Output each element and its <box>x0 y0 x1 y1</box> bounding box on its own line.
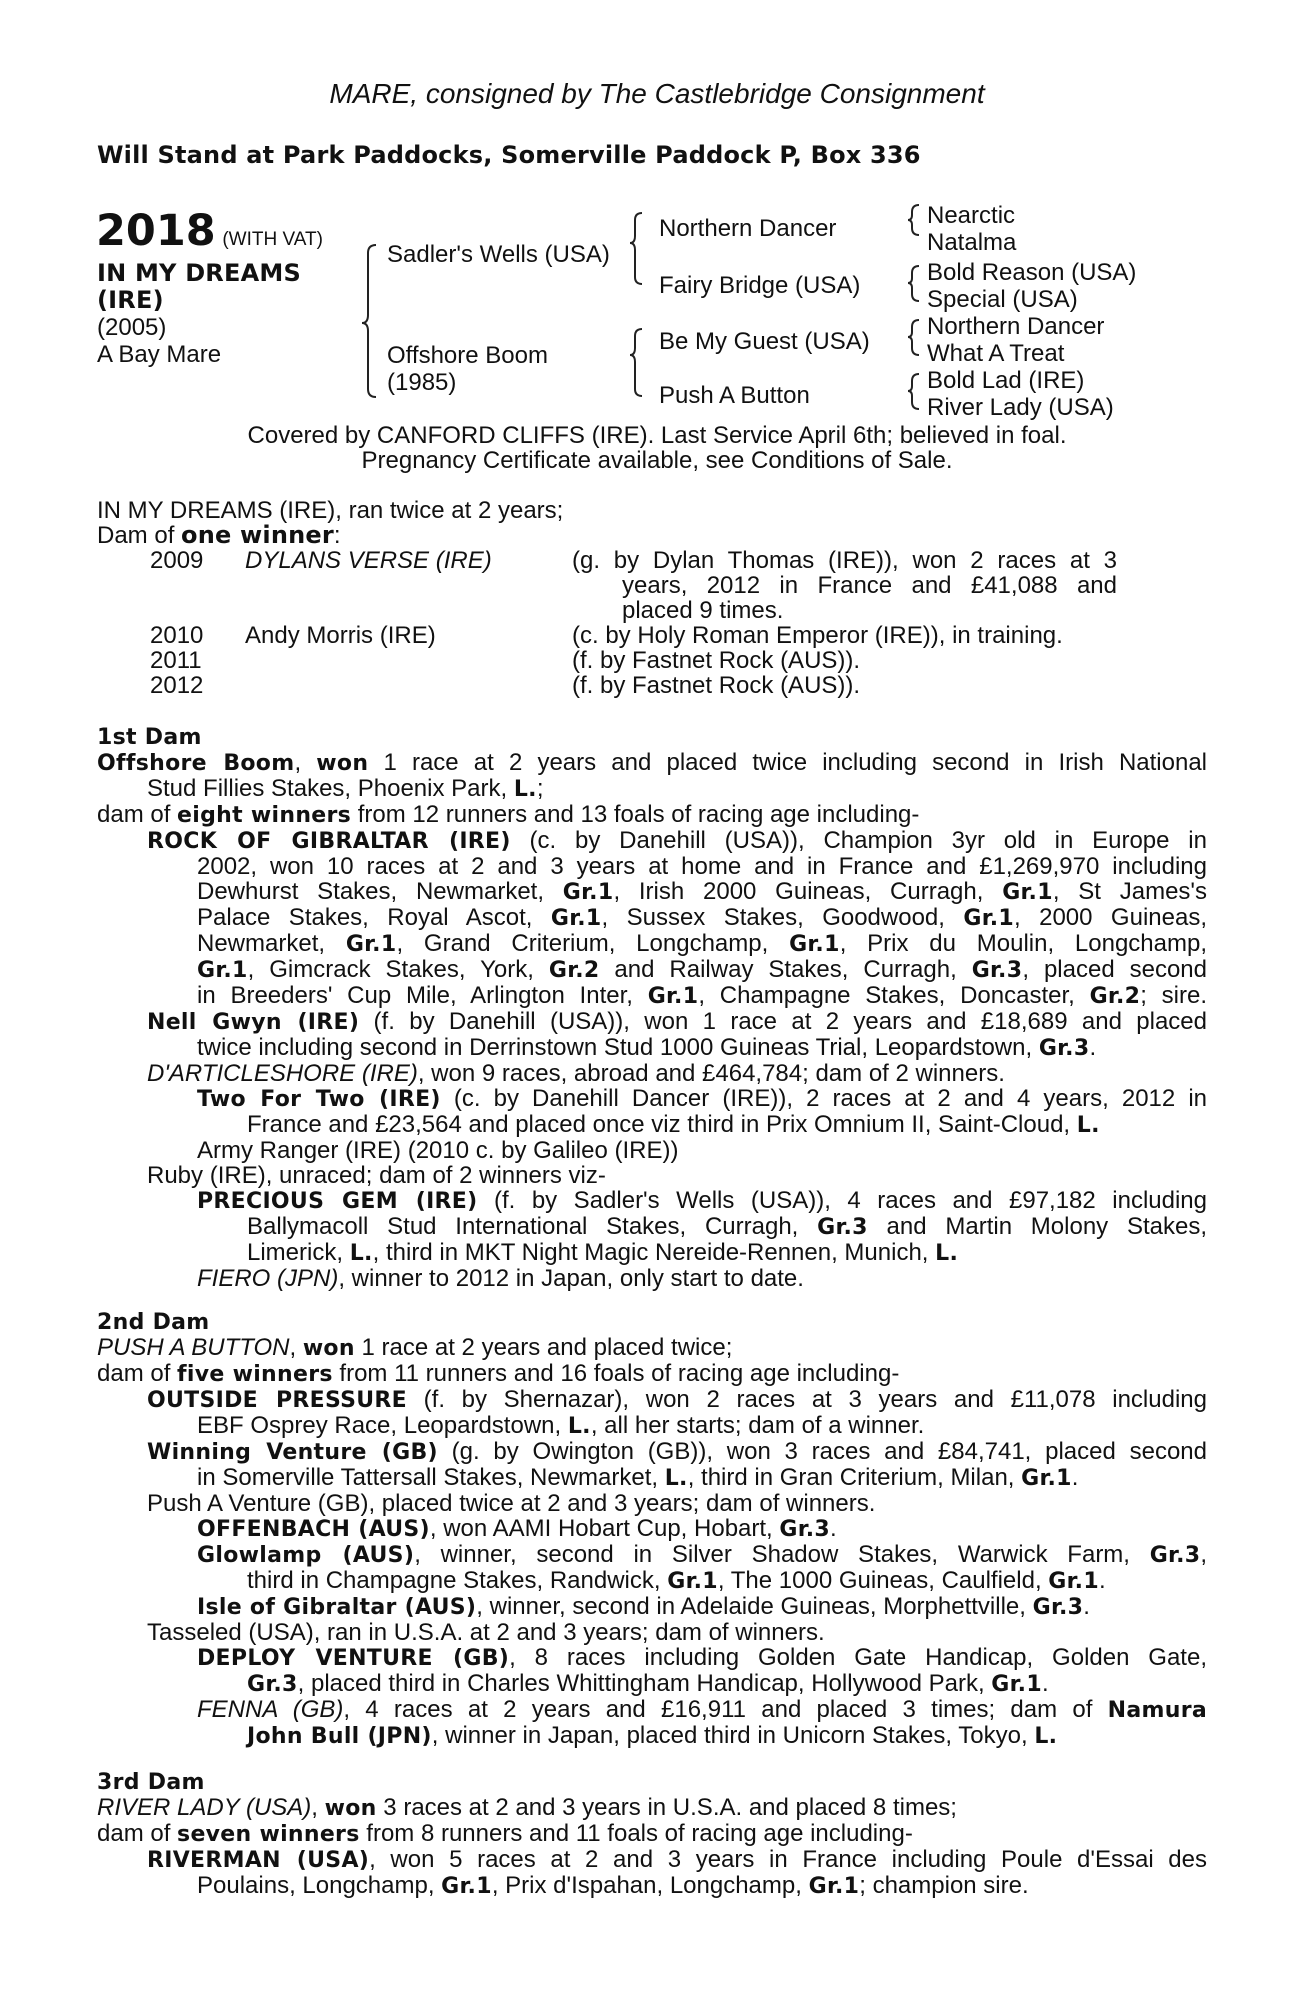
text-line <box>97 1516 1207 1542</box>
text: , St James's <box>1052 878 1208 905</box>
dam-sire: Be My Guest (USA) <box>659 328 870 355</box>
text: twice including second in Derrinstown Stud 1000 Guineas Trial, Leopardstown, <box>197 1034 1039 1061</box>
second-dam-section <box>97 1335 1207 1749</box>
text: (f. by Danehill (USA)), won 1 race at 2 years and £18,689 and placed <box>359 1008 1207 1035</box>
produce-dam-of <box>97 523 341 548</box>
progeny-name: Winning Venture (GB) <box>147 1440 438 1465</box>
third-dam-section <box>97 1795 1207 1899</box>
progeny-name: Nell Gwyn (IRE) <box>147 1010 360 1035</box>
grade: Gr.3 <box>779 1517 831 1542</box>
dam-name-line1: Offshore Boom <box>387 342 548 369</box>
dam-of-text: Dam of <box>97 522 182 549</box>
text-line <box>97 879 1207 905</box>
produce-year: 2012 <box>150 672 204 699</box>
grade: Gr.3 <box>247 1672 298 1697</box>
text-line <box>97 1491 1207 1516</box>
horse-name-line1: IN MY DREAMS <box>97 259 301 287</box>
produce-detail-line: years, 2012 in France and £41,088 and <box>622 572 1117 599</box>
dd-brace <box>908 374 919 409</box>
text: Army Ranger (IRE) (2010 c. by Galileo (IRE)) <box>197 1137 679 1164</box>
progeny-name: John Bull (JPN) <box>247 1724 432 1749</box>
ped-sss: Nearctic <box>927 202 1016 229</box>
text-line <box>97 1795 1207 1821</box>
text: third in Champagne Stakes, Randwick, <box>247 1567 668 1594</box>
text: , winner to 2012 in Japan, only start to date. <box>338 1265 804 1292</box>
text: from 12 runners and 13 foals of racing age including- <box>351 801 920 828</box>
dam-name-line2: (1985) <box>387 369 457 396</box>
sire-sire: Northern Dancer <box>659 215 837 242</box>
punct: ; <box>536 775 544 802</box>
progeny-name: Glowlamp (AUS) <box>197 1543 415 1568</box>
dam-brace <box>630 329 642 396</box>
text: Poulains, Longchamp, <box>197 1872 442 1899</box>
progeny-name: DEPLOY VENTURE (GB) <box>197 1646 510 1671</box>
produce-detail <box>572 548 1117 623</box>
text-line <box>97 1188 1207 1214</box>
produce-detail: (f. by Fastnet Rock (AUS)). <box>572 672 861 699</box>
punct: , <box>311 1794 325 1821</box>
progeny-name: FENNA (GB) <box>197 1696 344 1723</box>
text-line <box>97 828 1207 854</box>
text: , Sussex Stakes, Goodwood, <box>601 904 964 931</box>
ped-ddd: River Lady (USA) <box>927 394 1114 421</box>
text: dam of <box>97 1360 178 1387</box>
grade: Gr.1 <box>1021 1466 1072 1491</box>
text: (c. by Danehill (USA)), Champion 3yr old in Europe in <box>510 827 1207 854</box>
text-line <box>97 1214 1207 1240</box>
text: Dewhurst Stakes, Newmarket, <box>197 878 563 905</box>
produce-detail-line: placed 9 times. <box>622 597 784 624</box>
produce-detail-line: (g. by Dylan Thomas (IRE)), won 2 races at 3 <box>572 547 1117 574</box>
text: , Champagne Stakes, Doncaster, <box>698 982 1090 1009</box>
text: dam of <box>97 1820 178 1847</box>
produce-year: 2011 <box>150 647 202 674</box>
text-line <box>97 931 1207 957</box>
text: Ruby (IRE), unraced; dam of 2 winners viz- <box>147 1162 606 1189</box>
text-line <box>97 1266 1207 1291</box>
grade: Gr.1 <box>345 932 397 957</box>
text: , won 5 races at 2 and 3 years in France including Poule d'Essai des <box>369 1846 1208 1873</box>
text: 3 races at 2 and 3 years in U.S.A. and placed 8 times; <box>376 1794 957 1821</box>
text: Palace Stakes, Royal Ascot, <box>197 904 551 931</box>
text-line <box>97 983 1207 1009</box>
text-line <box>97 905 1207 931</box>
punct: . <box>1098 1567 1106 1594</box>
text-line <box>97 1568 1207 1594</box>
text: , 2000 Guineas, <box>1014 904 1207 931</box>
text: 1 race at 2 years and placed twice; <box>354 1334 733 1361</box>
winners-count: seven winners <box>177 1822 360 1847</box>
text: , third in Gran Criterium, Milan, <box>687 1464 1022 1491</box>
winners-count: five winners <box>177 1362 333 1387</box>
foaled-year: (2005) <box>97 314 167 341</box>
text: , 4 races at 2 years and £16,911 and placed 3 times; dam of <box>343 1696 1108 1723</box>
text: Stud Fillies Stakes, Phoenix Park, <box>147 775 514 802</box>
progeny-name: OUTSIDE PRESSURE <box>147 1388 407 1413</box>
first-dam-heading: 1st Dam <box>97 725 202 750</box>
text: Limerick, <box>247 1239 350 1266</box>
grade: Gr.3 <box>971 958 1023 983</box>
text: , Prix d'Ispahan, Longchamp, <box>491 1872 809 1899</box>
ped-dsd: What A Treat <box>927 340 1065 367</box>
produce-detail: (c. by Holy Roman Emperor (IRE)), in training. <box>572 622 1063 649</box>
text-line <box>97 957 1207 983</box>
grade: Gr.1 <box>963 906 1015 931</box>
punct: . <box>1083 1593 1090 1620</box>
progeny-name: Isle of Gibraltar (AUS) <box>197 1595 477 1620</box>
text: from 8 runners and 11 foals of racing age including- <box>359 1820 913 1847</box>
progeny-name: D'ARTICLESHORE (IRE) <box>147 1060 418 1087</box>
text: ; champion sire. <box>859 1872 1029 1899</box>
text: , The 1000 Guineas, Caulfield, <box>717 1567 1049 1594</box>
text-line <box>97 1465 1207 1491</box>
text-line <box>97 1361 1207 1387</box>
text: , winner in Japan, placed third in Unicorn Stakes, Tokyo, <box>431 1722 1035 1749</box>
text-line <box>97 1594 1207 1620</box>
grade: Gr.1 <box>1002 880 1053 905</box>
ped-dss: Northern Dancer <box>927 313 1105 340</box>
dam-dam: Push A Button <box>659 382 810 409</box>
grade: Gr.1 <box>1048 1569 1099 1594</box>
grade: Gr.3 <box>1149 1543 1201 1568</box>
main-brace <box>362 245 376 397</box>
text: France and £23,564 and placed once viz third in Prix Omnium II, Saint-Cloud, <box>247 1111 1077 1138</box>
text: from 11 runners and 16 foals of racing age including- <box>332 1360 900 1387</box>
text: , Gimcrack Stakes, York, <box>247 956 549 983</box>
text-line <box>97 1163 1207 1188</box>
text-line <box>97 1671 1207 1697</box>
text: , Irish 2000 Guineas, Curragh, <box>613 878 1003 905</box>
sire-dam: Fairy Bridge (USA) <box>659 272 861 299</box>
won-label: won <box>324 1796 377 1821</box>
punct: . <box>1041 1670 1049 1697</box>
progeny-name: PRECIOUS GEM (IRE) <box>197 1189 478 1214</box>
horse-name-line2: (IRE) <box>97 286 164 314</box>
text: , Prix du Moulin, Longchamp, <box>839 930 1207 957</box>
vat-note: (WITH VAT) <box>222 229 323 250</box>
text: in Somerville Tattersall Stakes, Newmarket, <box>197 1464 665 1491</box>
produce-detail: (f. by Fastnet Rock (AUS)). <box>572 647 861 674</box>
text-line <box>97 1387 1207 1413</box>
produce-year: 2010 <box>150 622 204 649</box>
produce-name: DYLANS VERSE (IRE) <box>245 547 492 574</box>
ds-brace <box>908 320 919 355</box>
grade: Gr.3 <box>1032 1595 1084 1620</box>
text: , Grand Criterium, Longchamp, <box>396 930 790 957</box>
punct: . <box>830 1515 837 1542</box>
punct: , <box>294 749 317 776</box>
text-line <box>97 1542 1207 1568</box>
progeny-name: RIVERMAN (USA) <box>147 1848 370 1873</box>
ped-dds: Bold Lad (IRE) <box>927 367 1085 394</box>
text: (c. by Danehill Dancer (IRE)), 2 races at 2 and 4 years, 2012 in <box>440 1085 1208 1112</box>
text: (f. by Sadler's Wells (USA)), 4 races and £97,182 including <box>477 1187 1207 1214</box>
covered-line2: Pregnancy Certificate available, see Conditions of Sale. <box>361 447 953 474</box>
grade: Gr.1 <box>550 906 602 931</box>
grade: Gr.1 <box>991 1672 1042 1697</box>
text-line <box>97 1821 1207 1847</box>
text: , won 9 races, abroad and £464,784; dam of 2 winners. <box>417 1060 1005 1087</box>
text-line <box>97 1413 1207 1439</box>
produce-name: Andy Morris (IRE) <box>245 622 436 649</box>
text: , won AAMI Hobart Cup, Hobart, <box>429 1515 780 1542</box>
lot-year: 2018 <box>96 206 216 256</box>
text-line <box>97 1645 1207 1671</box>
text: , 8 races including Golden Gate Handicap, Golden Gate, <box>509 1644 1207 1671</box>
progeny-name: OFFENBACH (AUS) <box>197 1517 430 1542</box>
text: , placed second <box>1022 956 1207 983</box>
text-line <box>97 1112 1207 1138</box>
text: , third in MKT Night Magic Nereide-Rennen, Munich, <box>372 1239 936 1266</box>
dam-name: RIVER LADY (USA) <box>97 1794 312 1821</box>
text: and Martin Molony Stakes, <box>867 1213 1207 1240</box>
punct: . <box>1071 1464 1079 1491</box>
grade: Gr.3 <box>1038 1036 1090 1061</box>
text: ; sire. <box>1140 982 1207 1009</box>
text: EBF Osprey Race, Leopardstown, <box>197 1412 568 1439</box>
text-line <box>97 776 1207 802</box>
grade: L. <box>1076 1113 1100 1138</box>
grade: L. <box>664 1466 688 1491</box>
punct: . <box>1089 1034 1097 1061</box>
progeny-name: Two For Two (IRE) <box>197 1087 441 1112</box>
grade: Gr.1 <box>441 1874 492 1899</box>
horse-description: A Bay Mare <box>97 341 222 368</box>
stand-location: Will Stand at Park Paddocks, Somerville Paddock P, Box 336 <box>97 141 921 169</box>
ped-sdd: Special (USA) <box>927 286 1078 313</box>
progeny-name: FIERO (JPN) <box>197 1265 339 1292</box>
grade: Gr.2 <box>1089 984 1141 1009</box>
won-label: won <box>302 1336 355 1361</box>
grade: Gr.1 <box>808 1874 860 1899</box>
text: Newmarket, <box>197 930 346 957</box>
sire-name: Sadler's Wells (USA) <box>387 241 610 268</box>
grade: L. <box>935 1241 959 1266</box>
grade: Gr.1 <box>562 880 614 905</box>
text: Ballymacoll Stud International Stakes, Curragh, <box>247 1213 818 1240</box>
grade: Gr.1 <box>647 984 699 1009</box>
text-line <box>97 1086 1207 1112</box>
text: Tasseled (USA), ran in U.S.A. at 2 and 3 years; dam of winners. <box>147 1619 825 1646</box>
grade: Gr.1 <box>667 1569 718 1594</box>
grade: Gr.1 <box>197 958 248 983</box>
punct: , <box>1200 1541 1208 1568</box>
text-line <box>97 802 1207 828</box>
grade: Gr.2 <box>548 958 600 983</box>
dam-name: Offshore Boom <box>97 751 295 776</box>
text-line <box>97 1138 1207 1163</box>
text: (f. by Shernazar), won 2 races at 3 years and £11,078 including <box>406 1386 1207 1413</box>
text-line <box>97 1439 1207 1465</box>
grade: Gr.1 <box>789 932 840 957</box>
progeny-name: Namura <box>1107 1698 1207 1723</box>
text-line <box>97 1697 1207 1723</box>
covered-line1: Covered by CANFORD CLIFFS (IRE). Last Service April 6th; believed in foal. <box>247 422 1067 449</box>
sire-brace <box>630 213 642 284</box>
text-line <box>97 1035 1207 1061</box>
text: in Breeders' Cup Mile, Arlington Inter, <box>197 982 648 1009</box>
page-title: MARE, consigned by The Castlebridge Consignment <box>329 78 985 109</box>
produce-intro: IN MY DREAMS (IRE), ran twice at 2 years; <box>97 497 564 524</box>
text-line <box>97 1009 1207 1035</box>
text-line <box>97 1061 1207 1086</box>
text: 1 race at 2 years and placed twice including second in Irish National <box>368 749 1207 776</box>
grade: L. <box>1034 1724 1058 1749</box>
text: , winner, second in Adelaide Guineas, Morphettville, <box>476 1593 1033 1620</box>
text: dam of <box>97 801 178 828</box>
sd-brace <box>908 266 919 301</box>
text-line <box>97 1335 1207 1361</box>
ped-ssd: Natalma <box>927 229 1017 256</box>
text: , all her starts; dam of a winner. <box>590 1412 925 1439</box>
grade: L. <box>567 1414 591 1439</box>
text-line <box>97 750 1207 776</box>
grade: L. <box>513 777 537 802</box>
text-line <box>97 854 1207 879</box>
pedigree-brackets <box>0 0 1314 420</box>
progeny-name: ROCK OF GIBRALTAR (IRE) <box>147 829 511 854</box>
dam-of-colon: : <box>333 522 341 549</box>
ss-brace <box>908 205 919 235</box>
text: Push A Venture (GB), placed twice at 2 and 3 years; dam of winners. <box>147 1490 876 1517</box>
text: , winner, second in Silver Shadow Stakes, Warwick Farm, <box>414 1541 1150 1568</box>
grade: Gr.3 <box>817 1215 868 1240</box>
produce-year: 2009 <box>150 547 204 574</box>
dam-name: PUSH A BUTTON <box>97 1334 290 1361</box>
text-line <box>97 1240 1207 1266</box>
punct: , <box>289 1334 303 1361</box>
text: 2002, won 10 races at 2 and 3 years at home and in France and £1,269,970 including <box>197 853 1207 880</box>
text-line <box>97 1873 1207 1899</box>
third-dam-heading: 3rd Dam <box>97 1770 205 1795</box>
text-line <box>97 1847 1207 1873</box>
text: , placed third in Charles Whittingham Handicap, Hollywood Park, <box>297 1670 992 1697</box>
won-label: won <box>316 751 369 776</box>
text: (g. by Owington (GB)), won 3 races and £84,741, placed second <box>437 1438 1207 1465</box>
second-dam-heading: 2nd Dam <box>97 1310 210 1335</box>
winners-count: eight winners <box>177 803 352 828</box>
text: and Railway Stakes, Curragh, <box>599 956 972 983</box>
first-dam-section <box>97 750 1207 1291</box>
text-line <box>97 1620 1207 1645</box>
dam-of-count: one winner <box>181 521 334 549</box>
text-line <box>97 1723 1207 1749</box>
grade: L. <box>349 1241 373 1266</box>
ped-sds: Bold Reason (USA) <box>927 259 1137 286</box>
